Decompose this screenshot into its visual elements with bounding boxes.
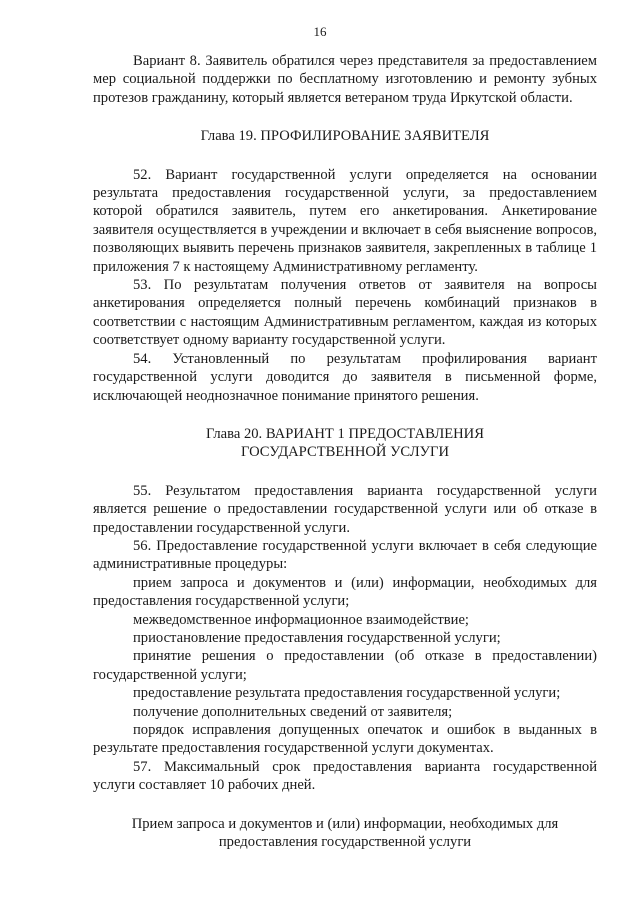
procedure-item: порядок исправления допущенных опечаток и ошибок в выданных в результате предоставления государственной услуги документах. <box>93 722 597 757</box>
chapter-20-title-line2: ГОСУДАРСТВЕННОЙ УСЛУГИ <box>241 444 449 461</box>
paragraph-52: 52. Вариант государственной услуги определяется на основании результата предоставления государственной услуги, за предоставлением которой обратился заявитель, путем его анкетирования. Анкетирование заявителя осуществляется в учреждении и включает в себя выяснение вопросов, позволяющих выявить перечень признаков заявителя, закрепленных в таблице 1 приложения 7 к настоящему Административному регламенту. <box>93 166 597 275</box>
paragraph-56: 56. Предоставление государственной услуги включает в себя следующие административные процедуры: <box>93 537 597 573</box>
procedure-item: приостановление предоставления государственной услуги; <box>133 629 501 646</box>
chapter-19-title: Глава 19. ПРОФИЛИРОВАНИЕ ЗАЯВИТЕЛЯ <box>200 128 490 145</box>
paragraph-54: 54. Установленный по результатам профилирования вариант государственной услуги доводится до заявителя в письменной форме, исключающей неоднозначное понимание принятого решения. <box>93 350 597 404</box>
paragraph-57: 57. Максимальный срок предоставления варианта государственной услуги составляет 10 рабочих дней. <box>93 758 597 794</box>
procedure-item: межведомственное информационное взаимодействие; <box>133 611 469 628</box>
procedure-item: предоставление результата предоставления государственной услуги; <box>133 685 561 702</box>
intro-paragraph: Вариант 8. Заявитель обратился через представителя за предоставлением мер социальной поддержки по бесплатному изготовлению и ремонту зубных протезов гражданину, который является ветераном труда Иркутской области. <box>93 53 597 106</box>
paragraph-55: 55. Результатом предоставления варианта государственной услуги является решение о предоставлении государственной услуги или об отказе в предоставлении государственной услуги. <box>93 482 597 536</box>
procedure-item: прием запроса и документов и (или) информации, необходимых для предоставления государственной услуги; <box>93 574 597 610</box>
chapter-20-title-line1: Глава 20. ВАРИАНТ 1 ПРЕДОСТАВЛЕНИЯ <box>206 425 484 442</box>
page-number: 16 <box>313 24 327 39</box>
subsection-title-line1: Прием запроса и документов и (или) информации, необходимых для <box>131 815 559 832</box>
paragraph-53: 53. По результатам получения ответов от заявителя на вопросы анкетирования определяется полный перечень комбинаций признаков в соответствии с настоящим Административным регламентом, каждая из которых соответствует одному варианту государственной услуги. <box>93 277 597 349</box>
procedure-item: получение дополнительных сведений от заявителя; <box>133 703 453 720</box>
procedure-item: принятие решения о предоставлении (об отказе в предоставлении) государственной услуги; <box>93 648 597 683</box>
subsection-title-line2: предоставления государственной услуги <box>218 834 472 851</box>
document-body <box>93 52 597 851</box>
